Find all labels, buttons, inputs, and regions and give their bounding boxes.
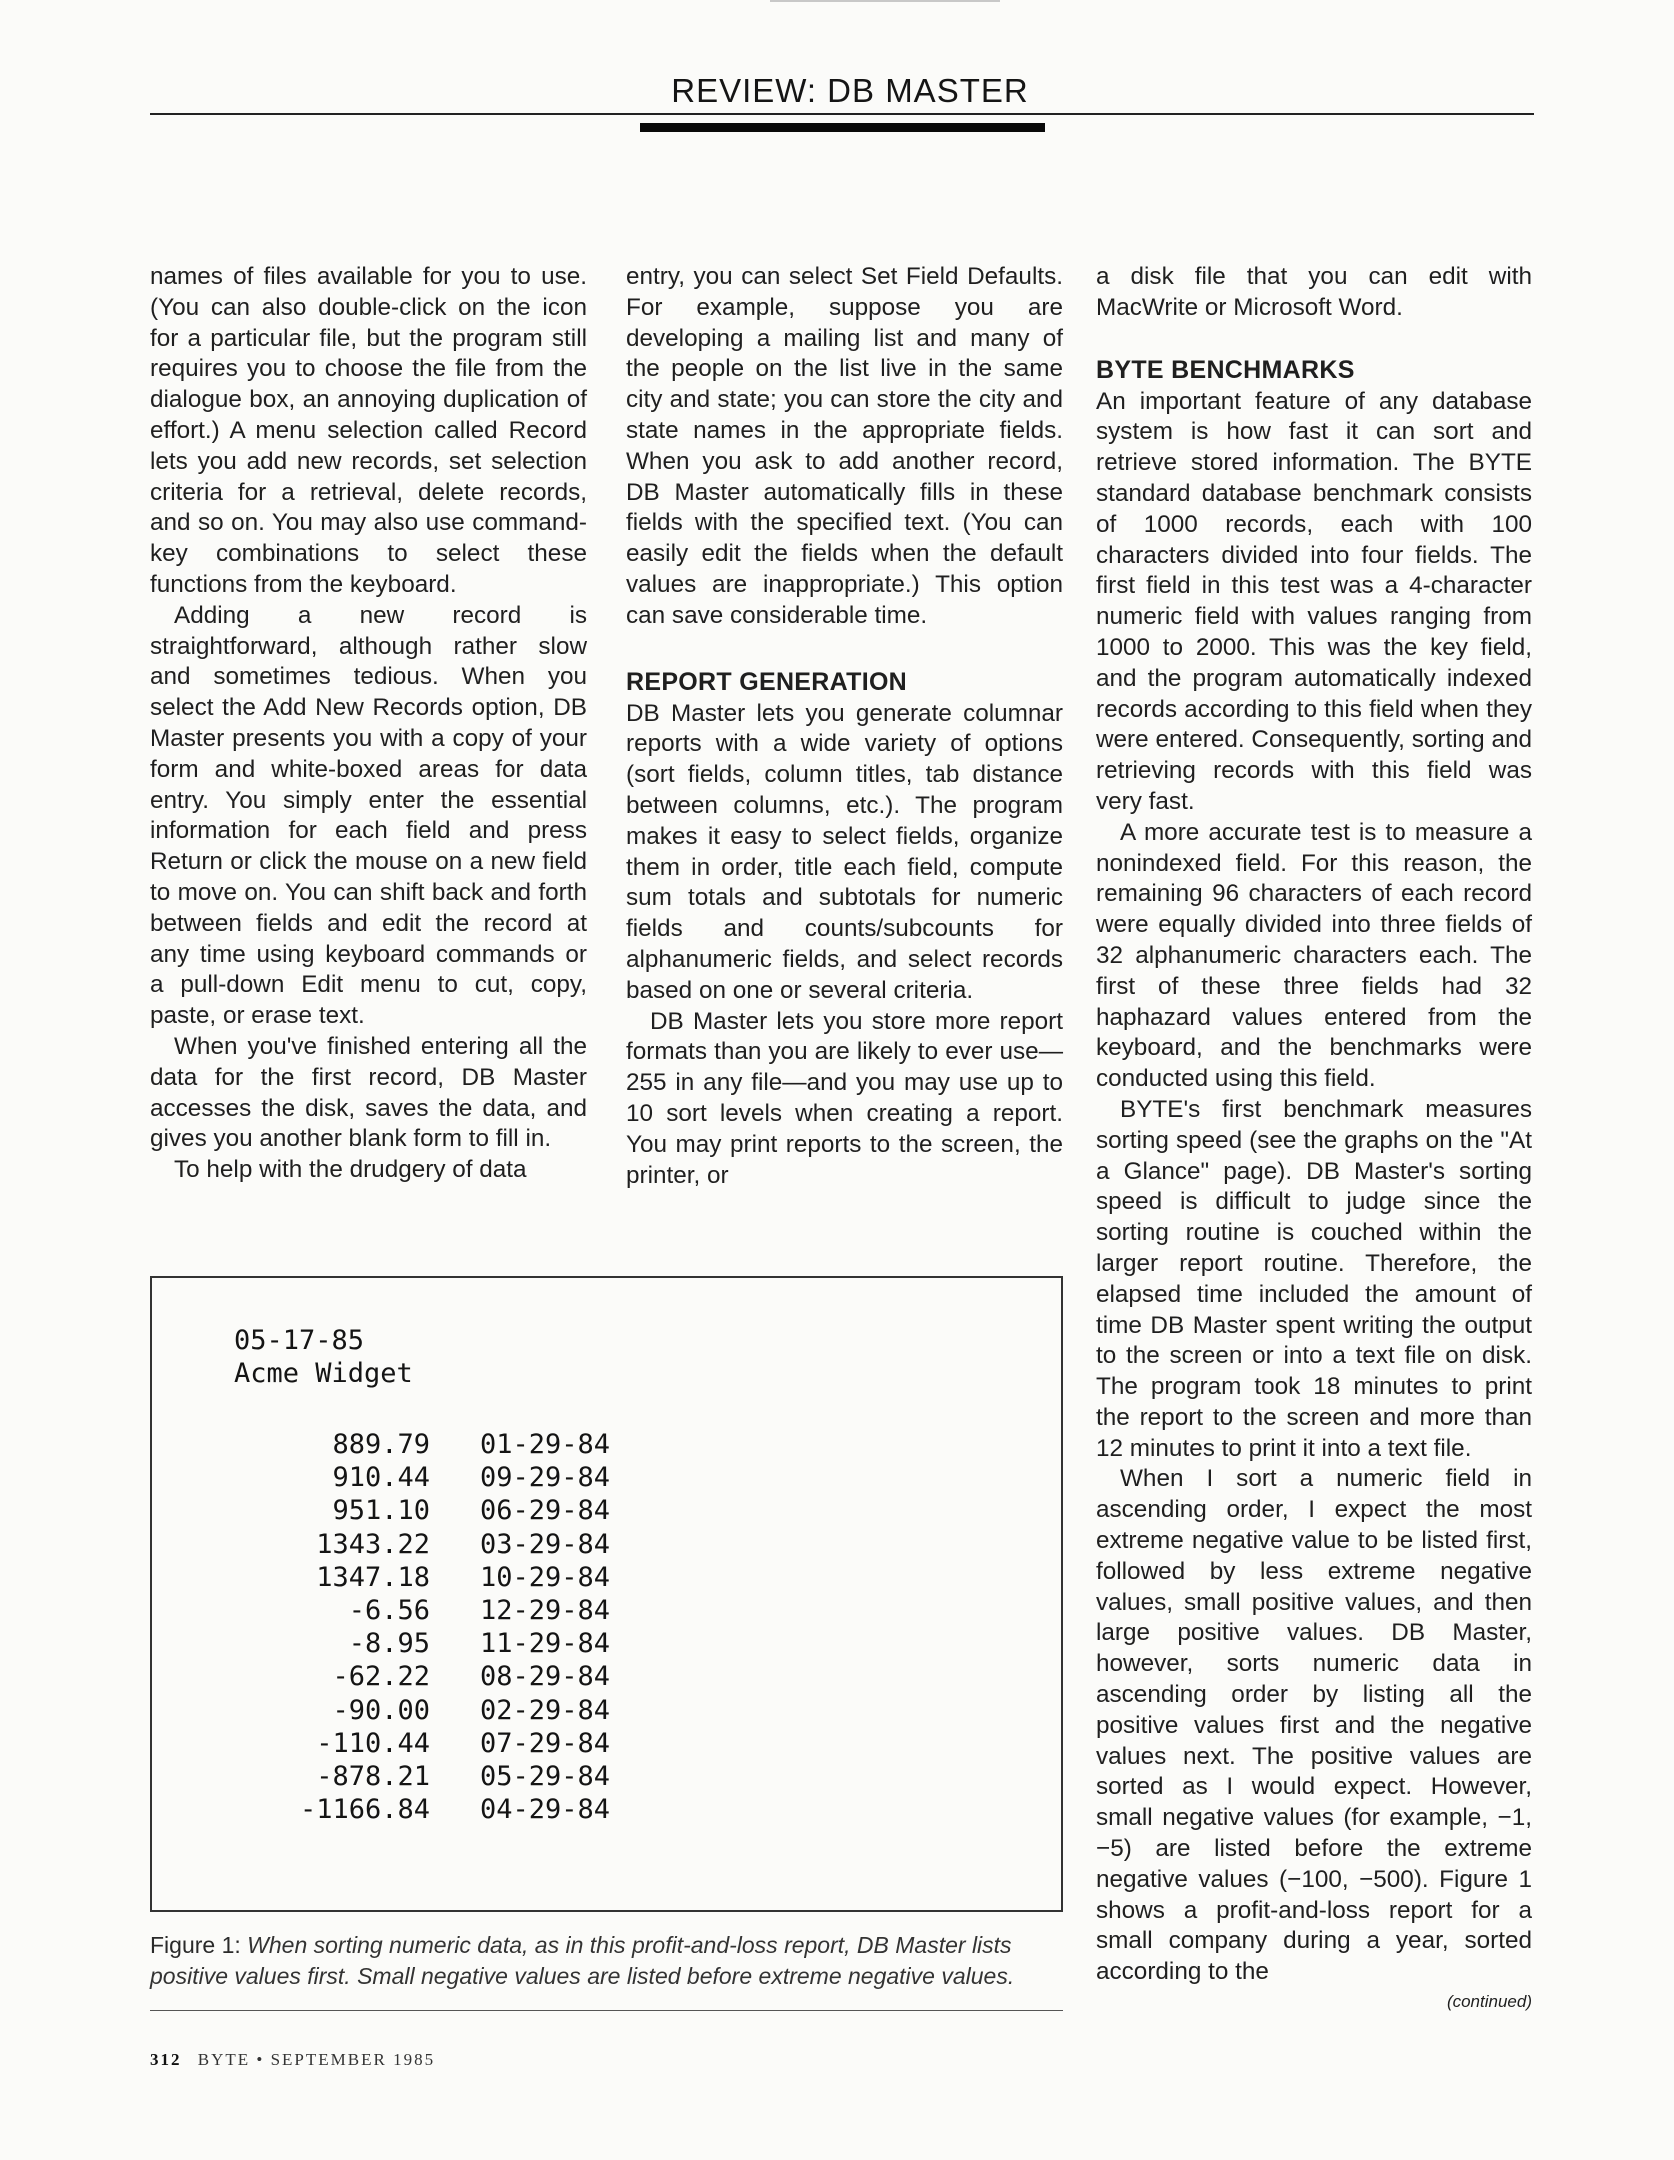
figure-caption-text: When sorting numeric data, as in this profit-and-loss report, DB Master lists positive values first. Small negative values are listed before extreme negative values. [150, 1932, 1015, 1989]
report-amount: -878.21 [316, 1761, 430, 1793]
figure-report-date: 05-17-85 [234, 1325, 365, 1356]
report-amount: -8.95 [348, 1628, 430, 1660]
report-date: 11-29-84 [480, 1628, 611, 1660]
report-date: 06-29-84 [480, 1495, 611, 1527]
paragraph: DB Master lets you store more report formats than you are likely to ever use—255 in any file—and you may use up to 10 sort levels when creating a report. You may print reports to the screen, the printer, or [626, 1007, 1063, 1189]
paragraph: DB Master lets you generate columnar reports with a wide variety of options (sort fields, column titles, tab distance between columns, etc.). The program makes it easy to select fields, organize them in order, title each field, compute sum totals and subtotals for numeric fields and counts/subcounts for alphanumeric fields, and select records based on one or several criteria. [626, 699, 1063, 1004]
page-number: 312 [150, 2050, 182, 2069]
article-column-3 [1096, 262, 1532, 2014]
report-row [234, 1727, 610, 1760]
page-footer [150, 2050, 435, 2070]
article-column-1 [150, 262, 587, 1186]
paragraph: A more accurate test is to measure a nonindexed field. For this reason, the remaining 96 characters of each record were equally divided into three fields of 32 alphanumeric characters each. The first of these three fields had 32 haphazard values entered from the keyboard, and the benchmarks were conducted using this field. [1096, 818, 1532, 1093]
section-heading-report-generation: REPORT GENERATION [626, 667, 908, 696]
report-date: 02-29-84 [480, 1694, 611, 1726]
section-heading-byte-benchmarks: BYTE BENCHMARKS [1096, 355, 1355, 384]
report-amount: -110.44 [316, 1727, 430, 1759]
header-rule [150, 113, 1534, 115]
paragraph: Adding a new record is straightforward, although rather slow and sometimes tedious. When you select the Add New Records option, DB Master presents you with a copy of your form and white-boxed areas for data entry. You simply enter the essential information for each field and press Return or click the mouse on a new field to move on. You can shift back and forth between fields and edit the record at any time using keyboard commands or a pull-down Edit menu to cut, copy, paste, or erase text. [150, 601, 587, 1030]
report-row [234, 1461, 610, 1494]
paragraph: BYTE's first benchmark measures sorting speed (see the graphs on the "At a Glance" page). DB Master's sorting speed is difficult to judge since the sorting routine is couched within the larger report routine. Therefore, the elapsed time included the amount of time DB Master spent writing the output to the screen or into a text file on disk. The program took 18 minutes to print the report to the screen and more than 12 minutes to print it into a text file. [1096, 1095, 1532, 1462]
report-date: 01-29-84 [480, 1429, 611, 1460]
paragraph: a disk file that you can edit with MacWrite or Microsoft Word. [1096, 263, 1532, 321]
continued-note: (continued) [1446, 1992, 1532, 2012]
figure-1-box [150, 1276, 1063, 1912]
report-row [234, 1760, 610, 1793]
report-amount: -1166.84 [299, 1794, 430, 1826]
report-row [234, 1594, 610, 1627]
page-header-title: REVIEW: DB MASTER [671, 72, 1029, 109]
figure-caption-label: Figure 1: [150, 1932, 241, 1958]
top-edge-line [770, 0, 1000, 2]
report-date: 12-29-84 [480, 1595, 611, 1627]
spacer [1096, 324, 1532, 354]
report-row [234, 1428, 610, 1461]
figure-report-rows [234, 1428, 610, 1826]
report-amount: 889.79 [332, 1429, 430, 1460]
paragraph: When you've finished entering all the data for the first record, DB Master accesses the disk, saves the data, and gives you another blank form to fill in. [150, 1032, 587, 1153]
figure-company-name: Acme Widget [234, 1358, 413, 1389]
report-amount: 1343.22 [316, 1528, 430, 1560]
report-amount: 1347.18 [316, 1561, 430, 1593]
report-date: 07-29-84 [480, 1727, 611, 1759]
report-date: 04-29-84 [480, 1794, 611, 1826]
report-date: 05-29-84 [480, 1761, 611, 1793]
report-row [234, 1627, 610, 1660]
report-row [234, 1660, 610, 1693]
paragraph: entry, you can select Set Field Defaults. For example, suppose you are developing a mailing list and many of the people on the list live in the same city and state; you can store the city and state names in the appropriate fields. When you ask to add another record, DB Master automatically fills in these fields with the specified text. (You can easily edit the fields when the default values are inappropriate.) This option can save considerable time. [626, 263, 1063, 629]
report-date: 09-29-84 [480, 1462, 611, 1494]
report-amount: 951.10 [332, 1495, 430, 1527]
caption-rule [150, 2010, 1063, 2011]
article-column-2 [626, 262, 1063, 1191]
publication-line: BYTE • SEPTEMBER 1985 [197, 2050, 436, 2069]
figure-caption [150, 1930, 1063, 1992]
report-date: 08-29-84 [480, 1661, 611, 1693]
paragraph: An important feature of any database system is how fast it can sort and retrieve stored information. The BYTE standard database benchmark consists of 1000 records, each with 100 characters divided into four fields. The first field in this test was a 4-character numeric field with values ranging from 1000 to 2000. This was the key field, and the program automatically indexed records according to this field when they were entered. Consequently, sorting and retrieving records with this field was very fast. [1096, 387, 1532, 815]
report-row [234, 1494, 610, 1527]
report-amount: -90.00 [332, 1694, 430, 1726]
paragraph: To help with the drudgery of data [174, 1156, 527, 1184]
report-amount: -6.56 [348, 1595, 430, 1627]
report-row [234, 1561, 610, 1594]
report-date: 03-29-84 [480, 1528, 611, 1560]
report-row [234, 1528, 610, 1561]
report-row [234, 1793, 610, 1826]
paragraph: When I sort a numeric field in ascending order, I expect the most extreme negative value to be listed first, followed by less extreme negative values, small positive values, and then large positive values. DB Master, however, sorts numeric data in ascending order by listing all the positive values first and the negative values next. The positive values are sorted as I would expect. However, small negative values (for example, −1, −5) are listed before the extreme negative values (−100, −500). Figure 1 shows a profit-and-loss report for a small company during a year, sorted according to the [1096, 1465, 1532, 1986]
report-date: 10-29-84 [480, 1561, 611, 1593]
spacer [626, 632, 1063, 666]
header-bar [640, 123, 1045, 132]
paragraph: names of files available for you to use. (You can also double-click on the icon for a particular file, but the program still requires you to choose the file from the dialogue box, an annoying duplication of effort.) A menu selection called Record lets you add new records, set selection criteria for a retrieval, delete records, and so on. You may also use command-key combinations to select these functions from the keyboard. [150, 263, 587, 598]
report-row [234, 1694, 610, 1727]
report-amount: -62.22 [332, 1661, 430, 1693]
report-amount: 910.44 [332, 1462, 430, 1494]
